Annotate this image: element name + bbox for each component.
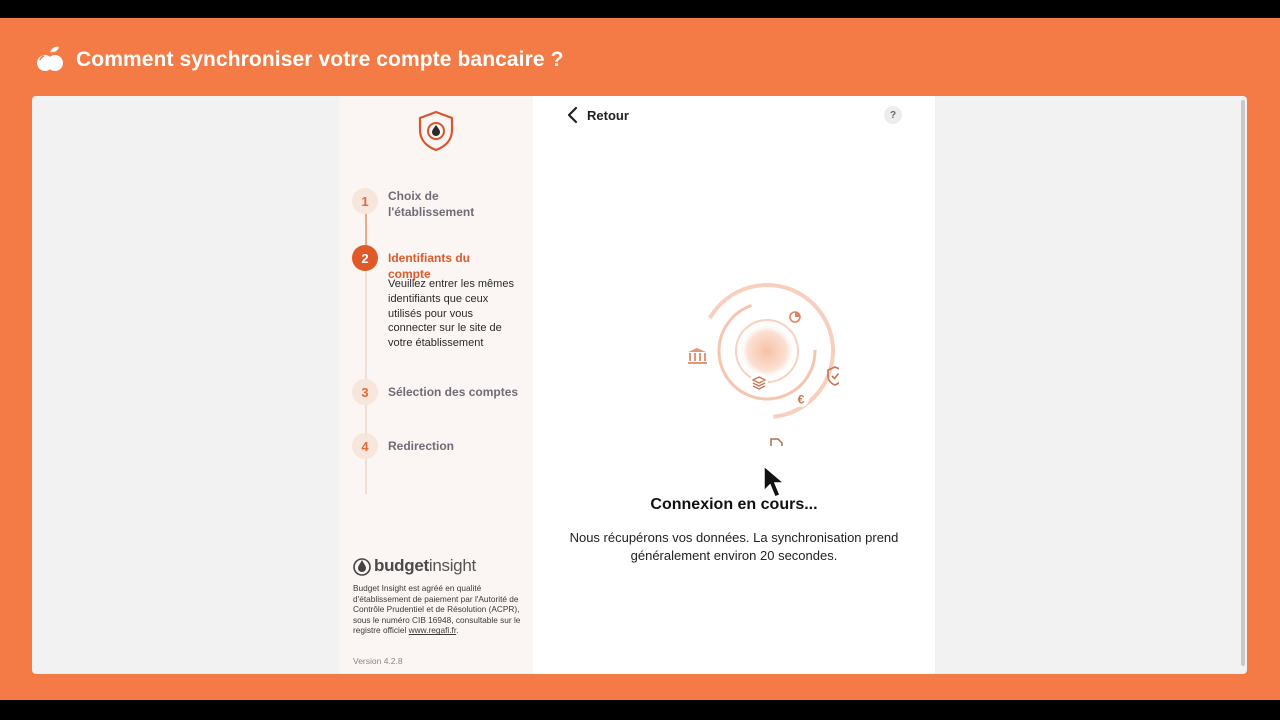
svg-text:€: € [797,392,805,407]
step-number-active: 2 [352,245,378,271]
apple-logo-icon [34,44,66,76]
step-1 [352,188,508,220]
document-icon [766,436,786,446]
legal-notice [353,583,525,636]
layers-icon [750,373,768,391]
bank-icon [688,348,707,364]
step-number: 1 [352,188,378,214]
euro-icon [793,391,809,407]
step-description: Veuillez entrer les mêmes identifiants que ceux utilisés pour vous connecter sur le site de votre établissement [388,278,514,350]
status-description: Nous récupérons vos données. La synchronisation prend généralement environ 20 secondes. [569,530,899,563]
step-label: Sélection des comptes [388,385,519,399]
step-number: 4 [352,433,378,459]
step-label-active: Identifiants du compte [388,251,470,281]
legal-suffix: . [456,625,459,636]
video-stage [0,18,1280,700]
app-frame [32,96,1247,674]
scrollbar[interactable] [1241,100,1245,666]
brand-name-light: insight [428,556,476,575]
steps-sidebar [339,96,533,674]
sync-animation [639,246,839,446]
drop-logo-icon [353,556,371,576]
chart-icon [790,312,800,322]
step-number: 3 [352,379,378,405]
status-title: Connexion en cours... [650,496,818,513]
back-button[interactable] [567,106,629,124]
step-3 [352,379,528,405]
chevron-left-icon [567,106,579,124]
back-label: Retour [587,107,629,123]
pointer-cursor-icon [762,464,792,500]
brand-name-bold: budget [374,556,429,575]
animation-core [739,323,795,379]
regafi-link[interactable]: www.regafi.fr [408,625,457,636]
shield-drop-icon [417,110,455,152]
budget-insight-logo [353,556,476,576]
help-button[interactable]: ? [884,106,902,124]
legal-text: Budget Insight est agréé en qualité d'établissement de paiement par l'Autorité de Contrôle Prudentiel et de Résolution (ACPR), sous le numéro CIB 16948, consultable sur le registre officiel [353,583,521,636]
step-4 [352,433,508,459]
version-label: Version 4.2.8 [353,656,403,666]
title-bar [34,40,564,80]
sync-widget [339,96,935,674]
step-label: Redirection [388,439,455,453]
step-label: Choix de l'établissement [388,189,475,219]
page-title: Comment synchroniser votre compte bancaire ? [76,48,564,71]
